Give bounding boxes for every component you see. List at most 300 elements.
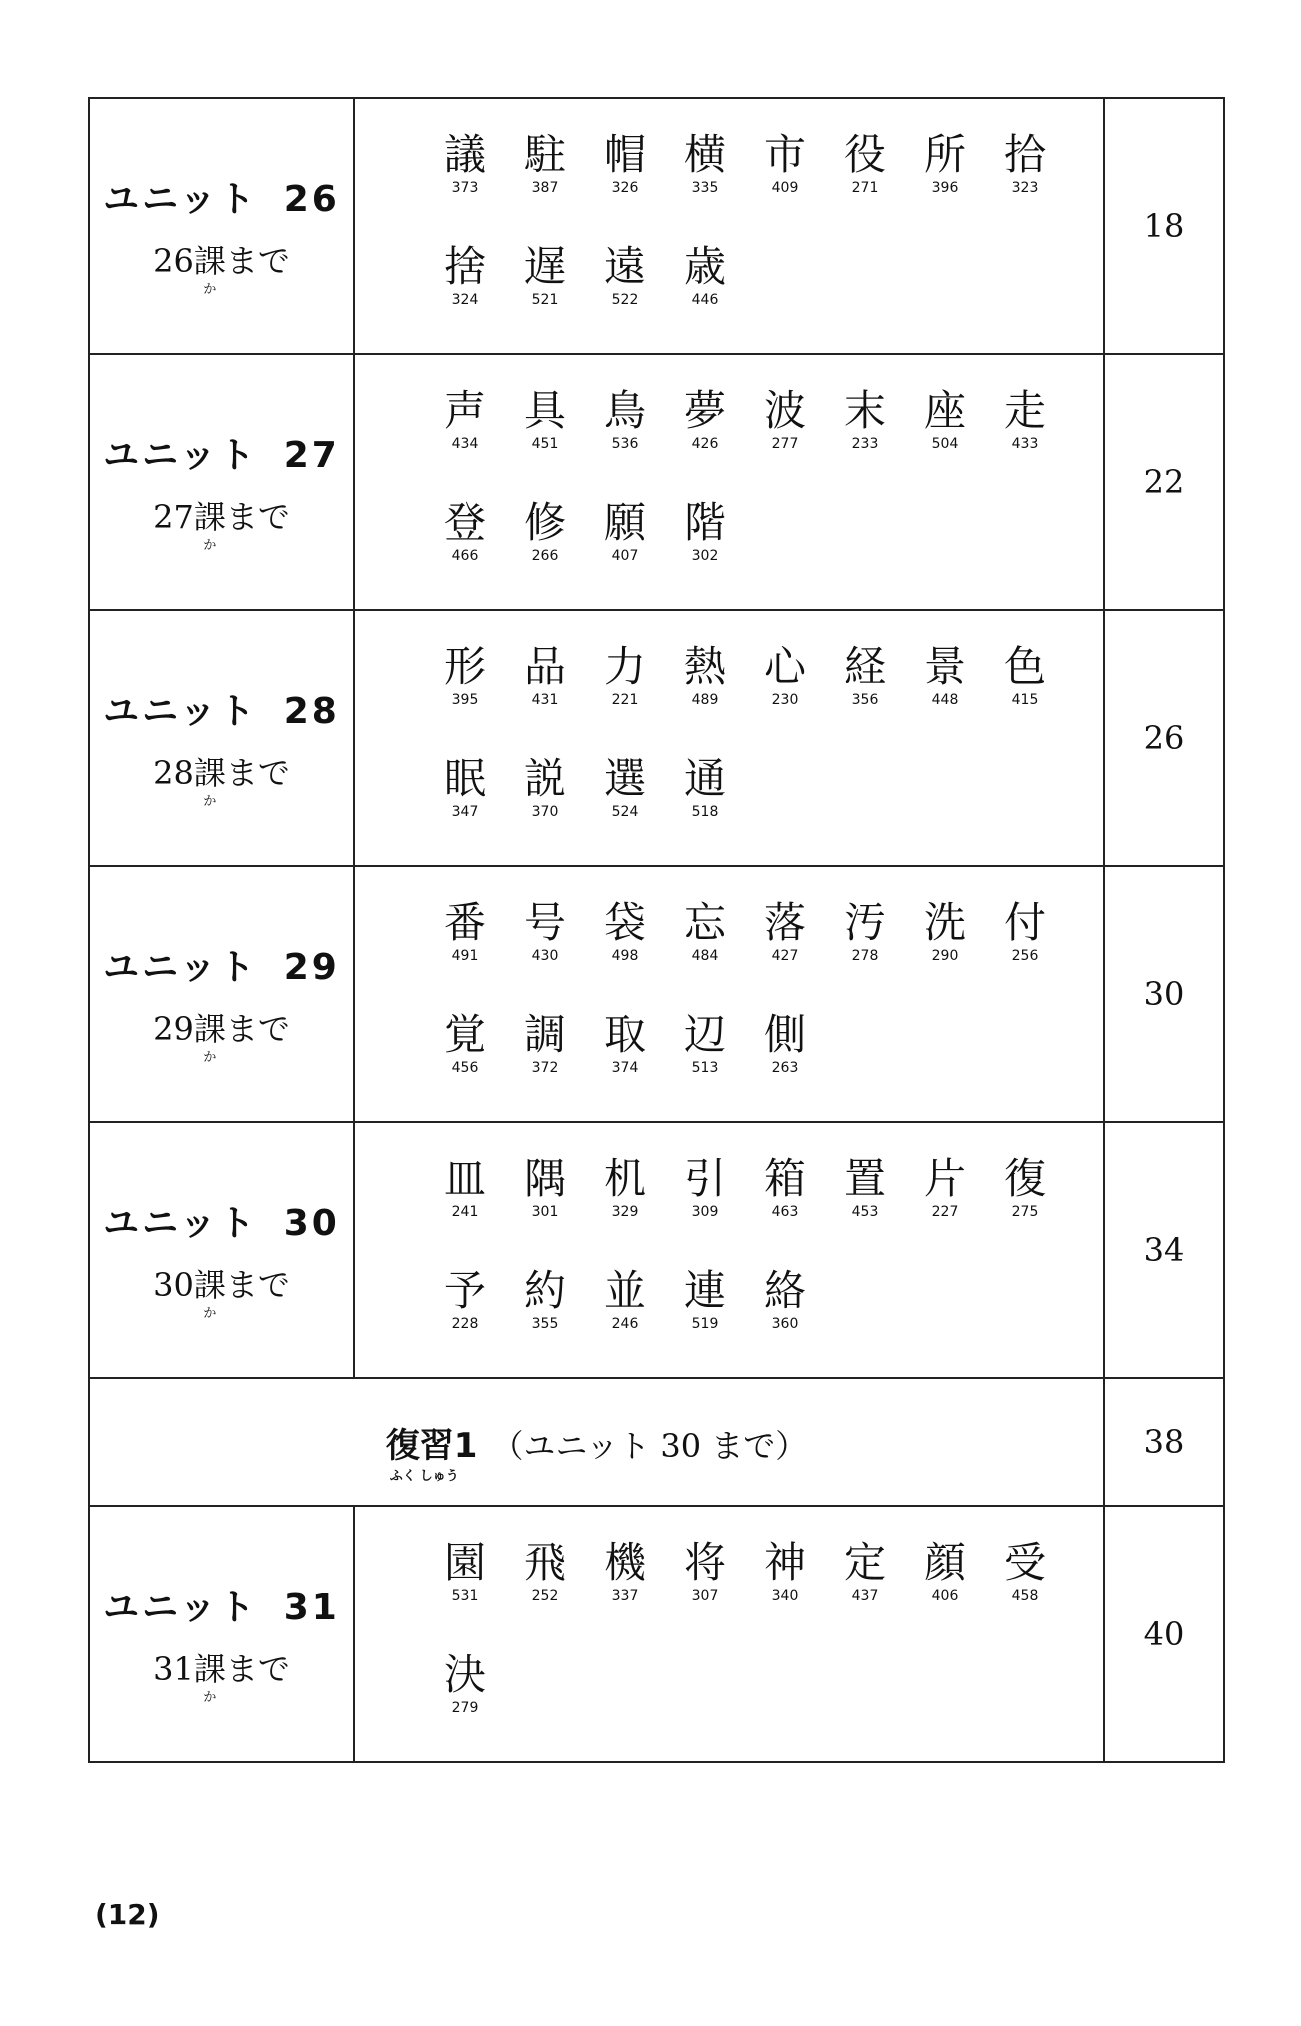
kanji-item (585, 1539, 665, 1603)
unit-until-kanji-text: 課 (193, 1009, 226, 1048)
kanji-number: 466 (451, 548, 479, 564)
kanji-item (745, 131, 825, 195)
kanji-item (745, 1011, 825, 1075)
unit-until-number: 28 (153, 753, 194, 792)
unit-label-cell (89, 1122, 354, 1378)
unit-number: 27 (283, 434, 340, 476)
kanji-character: 将 (683, 1538, 726, 1587)
kanji-item (665, 1267, 745, 1331)
unit-label: ユニット (103, 946, 258, 988)
kanji-number: 458 (1011, 1588, 1039, 1604)
page-number-cell[interactable]: 26 (1104, 610, 1224, 866)
kanji-number: 307 (691, 1588, 719, 1604)
kanji-character: 遅 (523, 242, 566, 291)
page-number: (12) (95, 1898, 160, 1931)
review-kanji-2 (419, 1418, 459, 1484)
furigana: か (203, 1049, 217, 1065)
kanji-item (665, 1539, 745, 1603)
kanji-number: 241 (451, 1204, 479, 1220)
kanji-character: 形 (443, 642, 486, 691)
kanji-item (585, 899, 665, 963)
kanji-item (665, 131, 745, 195)
kanji-character: 忘 (683, 898, 726, 947)
kanji-number: 372 (531, 1060, 559, 1076)
unit-until-kanji (193, 748, 226, 809)
kanji-item (585, 1011, 665, 1075)
review-kanji-1-text: 復 (385, 1425, 420, 1466)
kanji-character: 園 (443, 1538, 486, 1587)
kanji-item (505, 1267, 585, 1331)
review-number: 1 (453, 1425, 478, 1466)
kanji-number: 340 (771, 1588, 799, 1604)
kanji-item (745, 643, 825, 707)
review-title-cell (89, 1378, 1104, 1506)
kanji-character: 付 (1003, 898, 1046, 947)
kanji-character: 引 (683, 1154, 726, 1203)
kanji-character: 拾 (1003, 130, 1046, 179)
unit-label: ユニット (103, 434, 258, 476)
kanji-line (425, 625, 1103, 737)
kanji-character: 並 (603, 1266, 646, 1315)
kanji-line (425, 481, 1103, 593)
kanji-item (505, 1155, 585, 1219)
unit-title (90, 939, 353, 990)
kanji-item (745, 1155, 825, 1219)
kanji-item (425, 1267, 505, 1331)
kanji-number: 433 (1011, 436, 1039, 452)
kanji-character: 品 (523, 642, 566, 691)
kanji-line (425, 737, 1103, 849)
kanji-number: 370 (531, 804, 559, 820)
page-number-cell[interactable]: 40 (1104, 1506, 1224, 1762)
kanji-character: 役 (843, 130, 886, 179)
kanji-character: 機 (603, 1538, 646, 1587)
kanji-character: 心 (763, 642, 806, 691)
kanji-number: 266 (531, 548, 559, 564)
kanji-item (425, 1651, 505, 1715)
kanji-number: 277 (771, 436, 799, 452)
unit-until-kanji-text: 課 (193, 753, 226, 792)
kanji-character: 眠 (443, 754, 486, 803)
kanji-character: 予 (443, 1266, 486, 1315)
kanji-character: 座 (923, 386, 966, 435)
kanji-number: 355 (531, 1316, 559, 1332)
kanji-character: 帽 (603, 130, 646, 179)
kanji-line (425, 1137, 1103, 1249)
kanji-item (505, 899, 585, 963)
kanji-item (585, 643, 665, 707)
kanji-character: 景 (923, 642, 966, 691)
kanji-number: 252 (531, 1588, 559, 1604)
unit-label-cell (89, 1506, 354, 1762)
kanji-item (985, 1539, 1065, 1603)
kanji-item (665, 1155, 745, 1219)
unit-until (153, 492, 290, 553)
kanji-number: 453 (851, 1204, 879, 1220)
kanji-character: 箱 (763, 1154, 806, 1203)
kanji-item (745, 899, 825, 963)
unit-until-suffix: まで (225, 1649, 290, 1688)
kanji-number: 335 (691, 180, 719, 196)
kanji-item (425, 899, 505, 963)
kanji-character: 袋 (603, 898, 646, 947)
kanji-number: 227 (931, 1204, 959, 1220)
kanji-item (425, 499, 505, 563)
kanji-character: 机 (603, 1154, 646, 1203)
kanji-character: 遠 (603, 242, 646, 291)
kanji-item (905, 1155, 985, 1219)
review-kanji-1 (385, 1418, 420, 1484)
unit-label: ユニット (103, 1202, 258, 1244)
unit-title (90, 1579, 353, 1630)
kanji-character: 号 (523, 898, 566, 947)
unit-until (153, 1004, 290, 1065)
page-number-cell[interactable]: 34 (1104, 1122, 1224, 1378)
kanji-number: 324 (451, 292, 479, 308)
kanji-item (665, 899, 745, 963)
unit-title (90, 1195, 353, 1246)
unit-until-kanji-text: 課 (193, 241, 226, 280)
unit-until-kanji (193, 1644, 226, 1705)
kanji-item (585, 755, 665, 819)
kanji-item (425, 643, 505, 707)
kanji-list-cell (354, 354, 1104, 610)
kanji-number: 356 (851, 692, 879, 708)
kanji-character: 隅 (523, 1154, 566, 1203)
kanji-character: 落 (763, 898, 806, 947)
kanji-character: 具 (523, 386, 566, 435)
kanji-number: 337 (611, 1588, 639, 1604)
unit-title (90, 683, 353, 734)
kanji-character: 取 (603, 1010, 646, 1059)
kanji-line (425, 1521, 1103, 1633)
kanji-number: 387 (531, 180, 559, 196)
kanji-number: 374 (611, 1060, 639, 1076)
kanji-item (665, 643, 745, 707)
unit-until-suffix: まで (225, 1009, 290, 1048)
kanji-item (905, 131, 985, 195)
kanji-number: 271 (851, 180, 879, 196)
unit-title (90, 171, 353, 222)
unit-label-cell (89, 866, 354, 1122)
kanji-character: 顔 (923, 1538, 966, 1587)
kanji-item (425, 387, 505, 451)
kanji-number: 437 (851, 1588, 879, 1604)
kanji-character: 説 (523, 754, 566, 803)
furigana: か (203, 1689, 217, 1705)
unit-until (153, 236, 290, 297)
unit-until-kanji-text: 課 (193, 1265, 226, 1304)
page-number-cell[interactable]: 22 (1104, 354, 1224, 610)
unit-number: 30 (283, 1202, 340, 1244)
kanji-number: 430 (531, 948, 559, 964)
unit-until (153, 1644, 290, 1705)
kanji-number: 326 (611, 180, 639, 196)
kanji-item (585, 131, 665, 195)
kanji-number: 396 (931, 180, 959, 196)
unit-until-number: 30 (153, 1265, 194, 1304)
kanji-character: 側 (763, 1010, 806, 1059)
page-number-cell[interactable]: 18 (1104, 98, 1224, 354)
kanji-number: 513 (691, 1060, 719, 1076)
kanji-item (425, 1155, 505, 1219)
kanji-item (665, 755, 745, 819)
kanji-number: 498 (611, 948, 639, 964)
kanji-list-cell (354, 1506, 1104, 1762)
unit-until-suffix: まで (225, 753, 290, 792)
kanji-item (745, 1267, 825, 1331)
kanji-item (665, 1011, 745, 1075)
kanji-item (585, 499, 665, 563)
kanji-number: 290 (931, 948, 959, 964)
kanji-item (505, 643, 585, 707)
kanji-item (825, 131, 905, 195)
kanji-number: 279 (451, 1700, 479, 1716)
kanji-number: 275 (1011, 1204, 1039, 1220)
kanji-character: 末 (843, 386, 886, 435)
unit-label-cell (89, 354, 354, 610)
kanji-character: 皿 (443, 1154, 486, 1203)
kanji-number: 518 (691, 804, 719, 820)
contents-table-body (89, 98, 1224, 1762)
kanji-line (425, 225, 1103, 337)
kanji-list-cell (354, 98, 1104, 354)
kanji-number: 246 (611, 1316, 639, 1332)
kanji-number: 491 (451, 948, 479, 964)
unit-until-number: 26 (153, 241, 194, 280)
kanji-item (585, 387, 665, 451)
kanji-item (505, 387, 585, 451)
unit-row (89, 354, 1224, 610)
kanji-number: 360 (771, 1316, 799, 1332)
kanji-character: 願 (603, 498, 646, 547)
kanji-number: 323 (1011, 180, 1039, 196)
kanji-character: 経 (843, 642, 886, 691)
kanji-number: 301 (531, 1204, 559, 1220)
kanji-item (505, 243, 585, 307)
page-number-cell[interactable]: 30 (1104, 866, 1224, 1122)
kanji-item (665, 387, 745, 451)
kanji-character: 選 (603, 754, 646, 803)
unit-until-kanji-text: 課 (193, 1649, 226, 1688)
kanji-item (665, 243, 745, 307)
kanji-item (585, 243, 665, 307)
kanji-item (905, 387, 985, 451)
unit-row (89, 98, 1224, 354)
kanji-line (425, 1633, 1103, 1745)
furigana: しゅう (419, 1468, 459, 1484)
kanji-character: 洗 (923, 898, 966, 947)
contents-table (88, 97, 1225, 1763)
unit-until (153, 1260, 290, 1321)
kanji-number: 536 (611, 436, 639, 452)
kanji-number: 395 (451, 692, 479, 708)
kanji-character: 階 (683, 498, 726, 547)
review-title (385, 1418, 808, 1484)
page-number-cell[interactable]: 38 (1104, 1378, 1224, 1506)
unit-until-kanji (193, 236, 226, 297)
unit-row (89, 610, 1224, 866)
unit-label-cell (89, 98, 354, 354)
kanji-number: 456 (451, 1060, 479, 1076)
review-kanji-2-text: 習 (419, 1425, 454, 1466)
kanji-number: 278 (851, 948, 879, 964)
kanji-character: 調 (523, 1010, 566, 1059)
kanji-character: 夢 (683, 386, 726, 435)
kanji-number: 463 (771, 1204, 799, 1220)
kanji-item (505, 1539, 585, 1603)
kanji-character: 通 (683, 754, 726, 803)
kanji-number: 524 (611, 804, 639, 820)
kanji-character: 復 (1003, 1154, 1046, 1203)
kanji-list-cell (354, 610, 1104, 866)
kanji-character: 連 (683, 1266, 726, 1315)
unit-row (89, 866, 1224, 1122)
kanji-number: 504 (931, 436, 959, 452)
kanji-line (425, 113, 1103, 225)
furigana: か (203, 793, 217, 809)
unit-row (89, 1122, 1224, 1378)
kanji-item (825, 643, 905, 707)
furigana: ふく (389, 1468, 416, 1484)
furigana: か (203, 1305, 217, 1321)
kanji-character: 捨 (443, 242, 486, 291)
kanji-number: 448 (931, 692, 959, 708)
kanji-item (985, 899, 1065, 963)
kanji-item (825, 899, 905, 963)
kanji-number: 415 (1011, 692, 1039, 708)
kanji-item (505, 131, 585, 195)
kanji-character: 覚 (443, 1010, 486, 1059)
kanji-number: 233 (851, 436, 879, 452)
kanji-character: 約 (523, 1266, 566, 1315)
kanji-character: 神 (763, 1538, 806, 1587)
kanji-character: 登 (443, 498, 486, 547)
kanji-character: 走 (1003, 386, 1046, 435)
kanji-character: 番 (443, 898, 486, 947)
unit-until-kanji-text: 課 (193, 497, 226, 536)
kanji-item (665, 499, 745, 563)
unit-label: ユニット (103, 690, 258, 732)
unit-number: 28 (283, 690, 340, 732)
unit-number: 26 (283, 178, 340, 220)
kanji-number: 531 (451, 1588, 479, 1604)
kanji-character: 飛 (523, 1538, 566, 1587)
kanji-character: 市 (763, 130, 806, 179)
kanji-character: 絡 (763, 1266, 806, 1315)
kanji-item (745, 1539, 825, 1603)
kanji-item (745, 387, 825, 451)
unit-until-suffix: まで (225, 241, 290, 280)
kanji-item (585, 1155, 665, 1219)
kanji-character: 決 (443, 1650, 486, 1699)
kanji-character: 色 (1003, 642, 1046, 691)
kanji-character: 片 (923, 1154, 966, 1203)
kanji-number: 302 (691, 548, 719, 564)
kanji-item (425, 131, 505, 195)
unit-until-kanji (193, 1260, 226, 1321)
kanji-number: 347 (451, 804, 479, 820)
kanji-character: 声 (443, 386, 486, 435)
unit-until-number: 27 (153, 497, 194, 536)
kanji-number: 484 (691, 948, 719, 964)
kanji-character: 駐 (523, 130, 566, 179)
kanji-line (425, 993, 1103, 1105)
kanji-item (825, 1155, 905, 1219)
kanji-number: 522 (611, 292, 639, 308)
kanji-item (905, 1539, 985, 1603)
kanji-number: 434 (451, 436, 479, 452)
unit-until-number: 31 (153, 1649, 194, 1688)
kanji-item (425, 243, 505, 307)
unit-title (90, 427, 353, 478)
kanji-number: 451 (531, 436, 559, 452)
kanji-item (585, 1267, 665, 1331)
kanji-item (425, 1539, 505, 1603)
furigana: か (203, 537, 217, 553)
kanji-number: 329 (611, 1204, 639, 1220)
kanji-character: 熱 (683, 642, 726, 691)
kanji-line (425, 881, 1103, 993)
kanji-character: 所 (923, 130, 966, 179)
furigana: か (203, 281, 217, 297)
kanji-number: 409 (771, 180, 799, 196)
kanji-character: 修 (523, 498, 566, 547)
unit-label-cell (89, 610, 354, 866)
kanji-item (985, 643, 1065, 707)
kanji-item (505, 499, 585, 563)
kanji-number: 309 (691, 1204, 719, 1220)
kanji-number: 228 (451, 1316, 479, 1332)
review-note: （ユニット 30 まで） (491, 1426, 808, 1465)
kanji-character: 受 (1003, 1538, 1046, 1587)
kanji-number: 431 (531, 692, 559, 708)
kanji-line (425, 1249, 1103, 1361)
unit-until-number: 29 (153, 1009, 194, 1048)
kanji-item (825, 1539, 905, 1603)
kanji-number: 426 (691, 436, 719, 452)
kanji-item (985, 1155, 1065, 1219)
kanji-item (505, 755, 585, 819)
kanji-number: 407 (611, 548, 639, 564)
unit-number: 31 (283, 1586, 340, 1628)
kanji-character: 辺 (683, 1010, 726, 1059)
kanji-item (505, 1011, 585, 1075)
unit-until-kanji (193, 1004, 226, 1065)
kanji-number: 256 (1011, 948, 1039, 964)
kanji-item (985, 387, 1065, 451)
kanji-number: 521 (531, 292, 559, 308)
kanji-item (425, 755, 505, 819)
kanji-character: 横 (683, 130, 726, 179)
kanji-number: 427 (771, 948, 799, 964)
kanji-character: 歳 (683, 242, 726, 291)
kanji-number: 373 (451, 180, 479, 196)
kanji-character: 置 (843, 1154, 886, 1203)
unit-label: ユニット (103, 1586, 258, 1628)
kanji-number: 519 (691, 1316, 719, 1332)
kanji-item (425, 1011, 505, 1075)
review-row (89, 1378, 1224, 1506)
kanji-character: 議 (443, 130, 486, 179)
unit-until-kanji (193, 492, 226, 553)
kanji-number: 406 (931, 1588, 959, 1604)
unit-label: ユニット (103, 178, 258, 220)
kanji-number: 489 (691, 692, 719, 708)
kanji-item (905, 643, 985, 707)
kanji-list-cell (354, 1122, 1104, 1378)
kanji-number: 263 (771, 1060, 799, 1076)
